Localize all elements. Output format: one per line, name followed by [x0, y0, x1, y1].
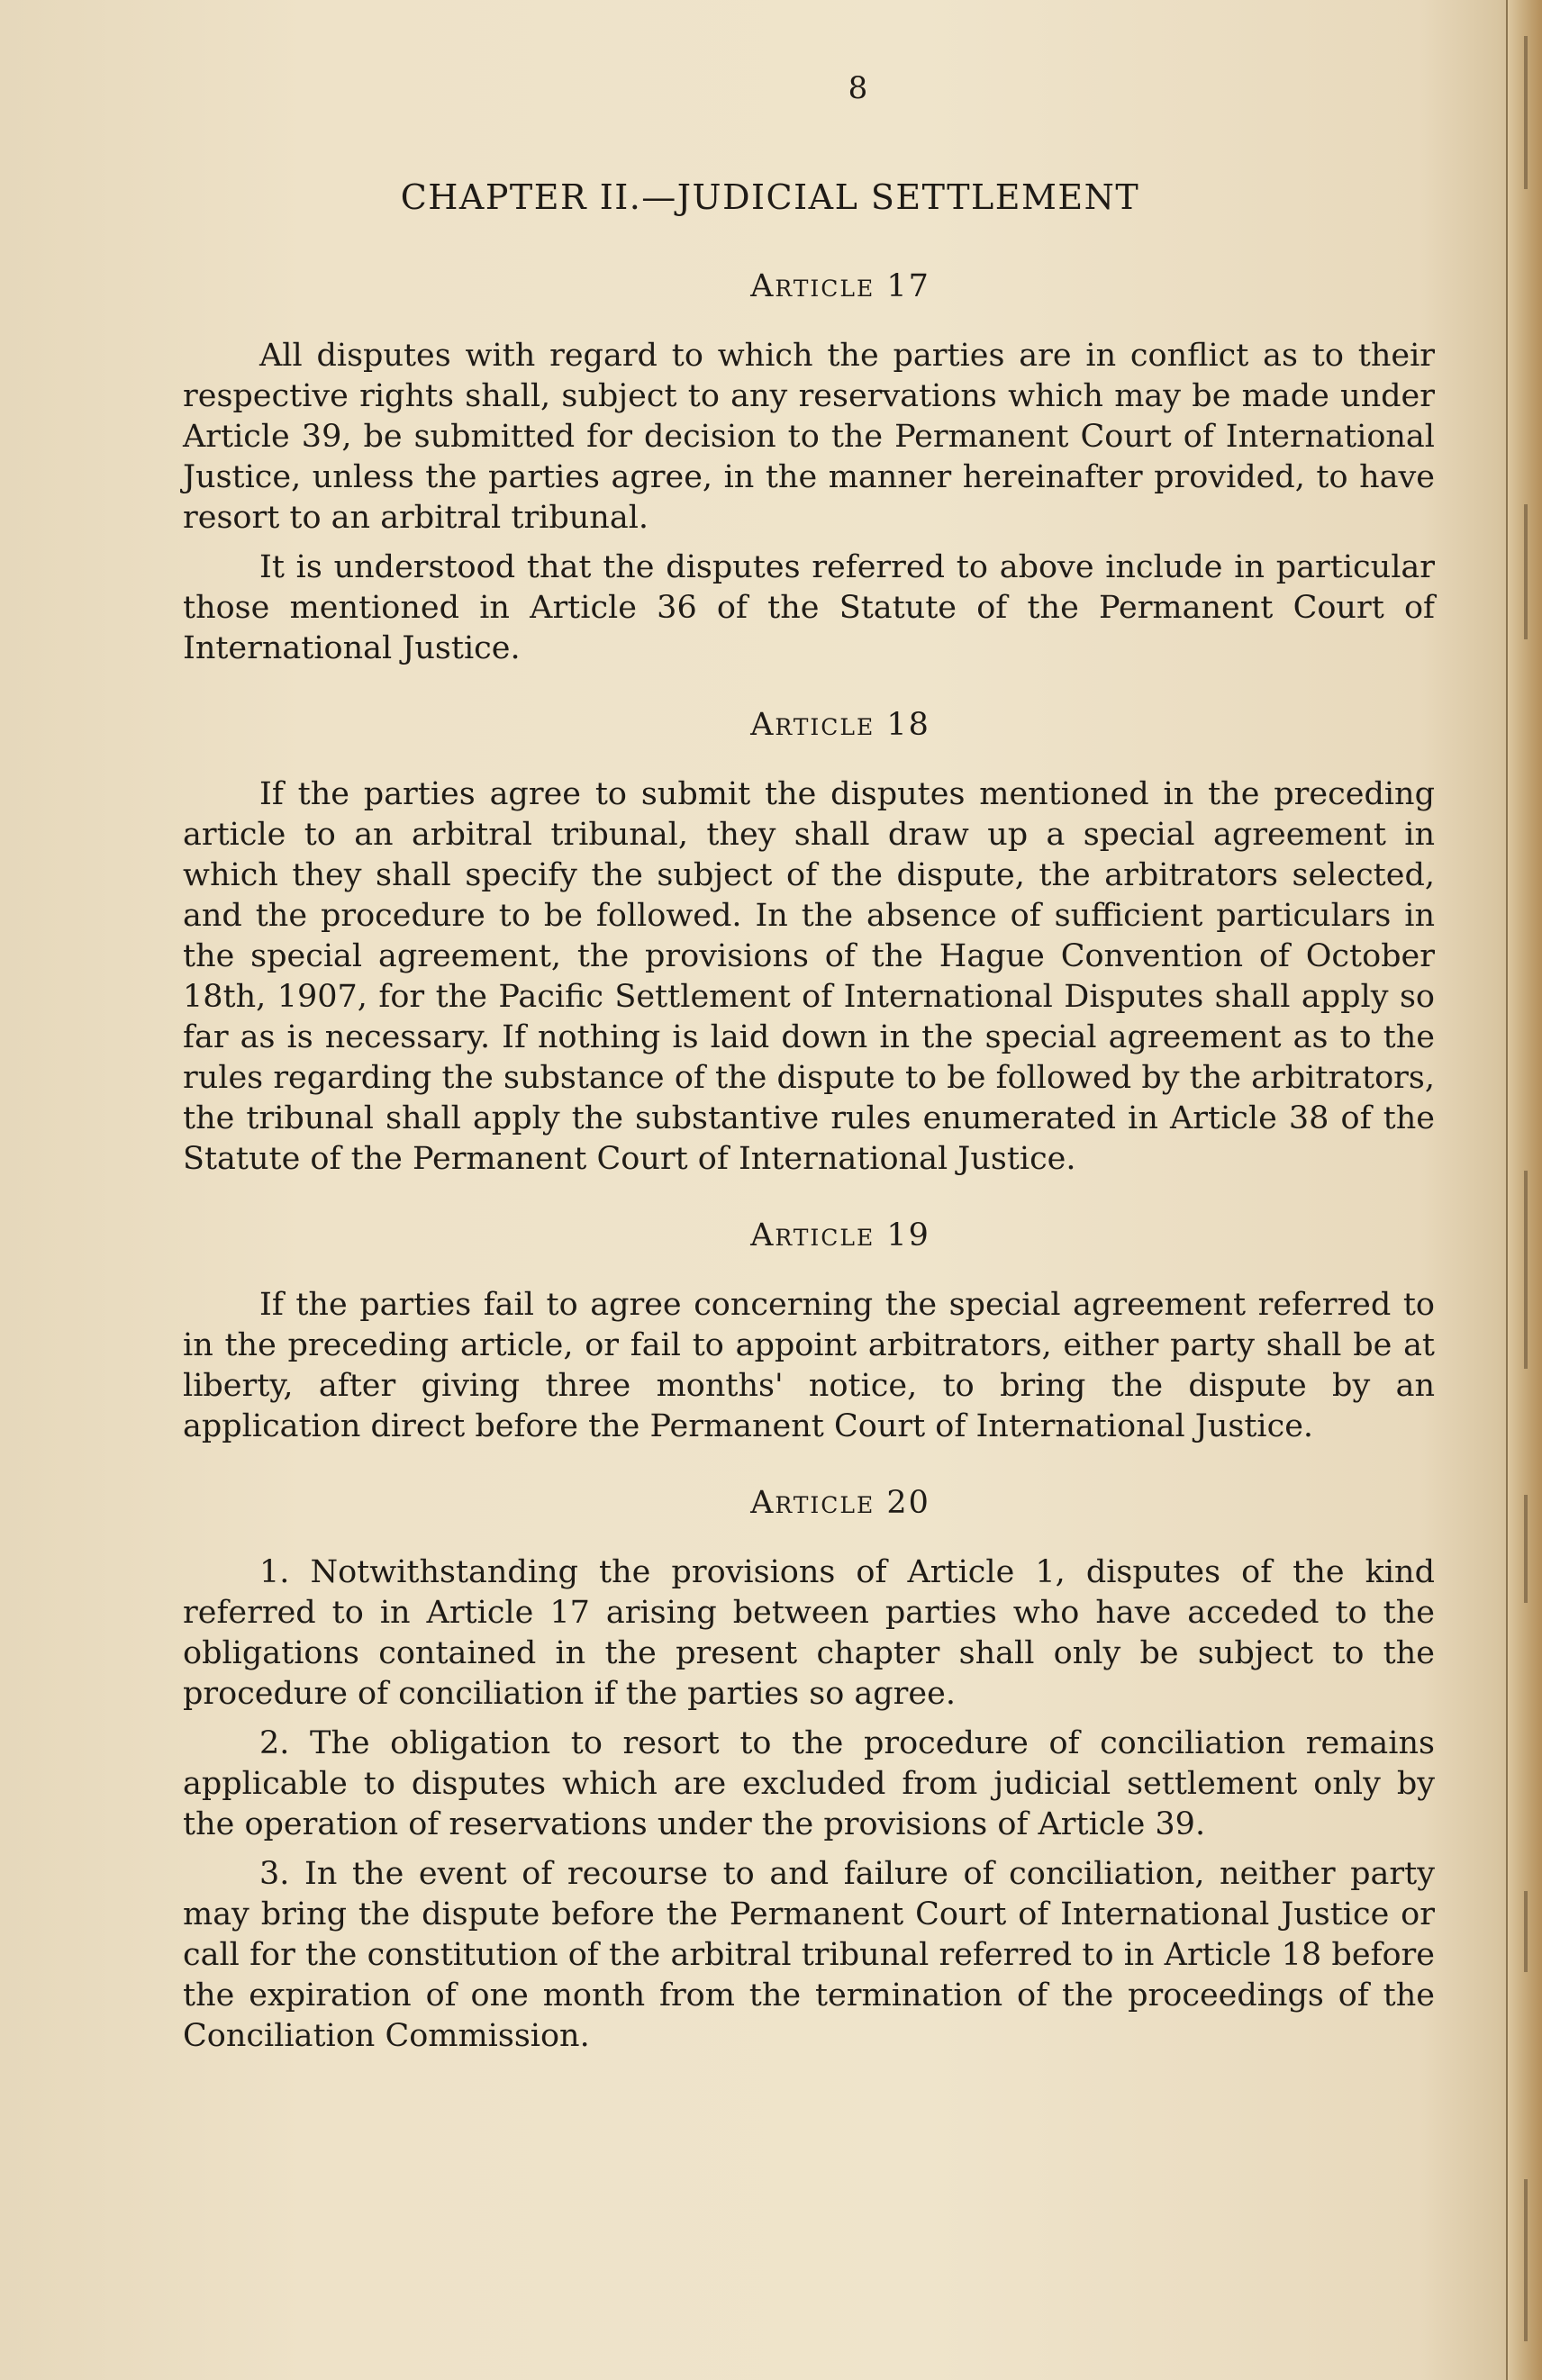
chapter-title: CHAPTER II.—JUDICIAL SETTLEMENT — [400, 177, 1140, 217]
article-paragraph: It is understood that the disputes referred to above include in particular those mentioned in Article 36 of the Statute of the Permanent Court of International Justice. — [183, 549, 1435, 666]
article-heading: Article 19 — [750, 1217, 930, 1253]
article-paragraph: 1. Notwithstanding the provisions of Article 1, disputes of the kind referred to in Article 17 arising between parties who have acceded to the obligations contained in the present chapter shall only be subject to the procedure of conciliation if the parties so agree. — [183, 1554, 1435, 1712]
document-body — [183, 267, 1435, 2093]
article-20 — [183, 1483, 1435, 2057]
article-19 — [183, 1216, 1435, 1447]
article-heading: Article 18 — [750, 707, 930, 743]
page-number: 8 — [848, 70, 869, 106]
article-paragraph: 3. In the event of recourse to and failure of conciliation, neither party may bring the dispute before the Permanent Court of International Justice or call for the constitution of the arbitral tribunal referred to in Article 18 before the expiration of one month from the termination of the proceedings of the Conciliation Commission. — [183, 1856, 1435, 2054]
article-paragraph: If the parties agree to submit the disputes mentioned in the preceding article to an arbitral tribunal, they shall draw up a special agreement in which they shall specify the subject of the dispute, the arbitrators selected, and the procedure to be followed. In the absence of sufficient particulars in the special agreement, the provisions of the Hague Convention of October 18th, 1907, for the Pacific Settlement of International Disputes shall apply so far as is necessary. If nothing is laid down in the special agreement as to the rules regarding the substance of the dispute to be followed by the arbitrators, the tribunal shall apply the substantive rules enumerated in Article 38 of the Statute of the Permanent Court of International Justice. — [183, 776, 1435, 1177]
article-paragraph: If the parties fail to agree concerning the special agreement referred to in the preceding article, or fail to appoint arbitrators, either party shall be at liberty, after giving three months' notice, to bring the dispute by an application direct before the Permanent Court of International Justice. — [183, 1287, 1435, 1444]
article-paragraph: 2. The obligation to resort to the procedure of conciliation remains applicable to disputes which are excluded from judicial settlement only by the operation of reservations under the provisions of Article 39. — [183, 1725, 1435, 1842]
article-heading: Article 17 — [750, 268, 930, 304]
article-heading: Article 20 — [750, 1485, 930, 1521]
page-edge — [1506, 0, 1542, 2380]
article-17 — [183, 267, 1435, 669]
article-paragraph: All disputes with regard to which the parties are in conflict as to their respective rights shall, subject to any reservations which may be made under Article 39, be submitted for decision to the Permanent Court of International Justice, unless the parties agree, in the manner hereinafter provided, to have resort to an arbitral tribunal. — [183, 338, 1435, 536]
article-18 — [183, 705, 1435, 1180]
